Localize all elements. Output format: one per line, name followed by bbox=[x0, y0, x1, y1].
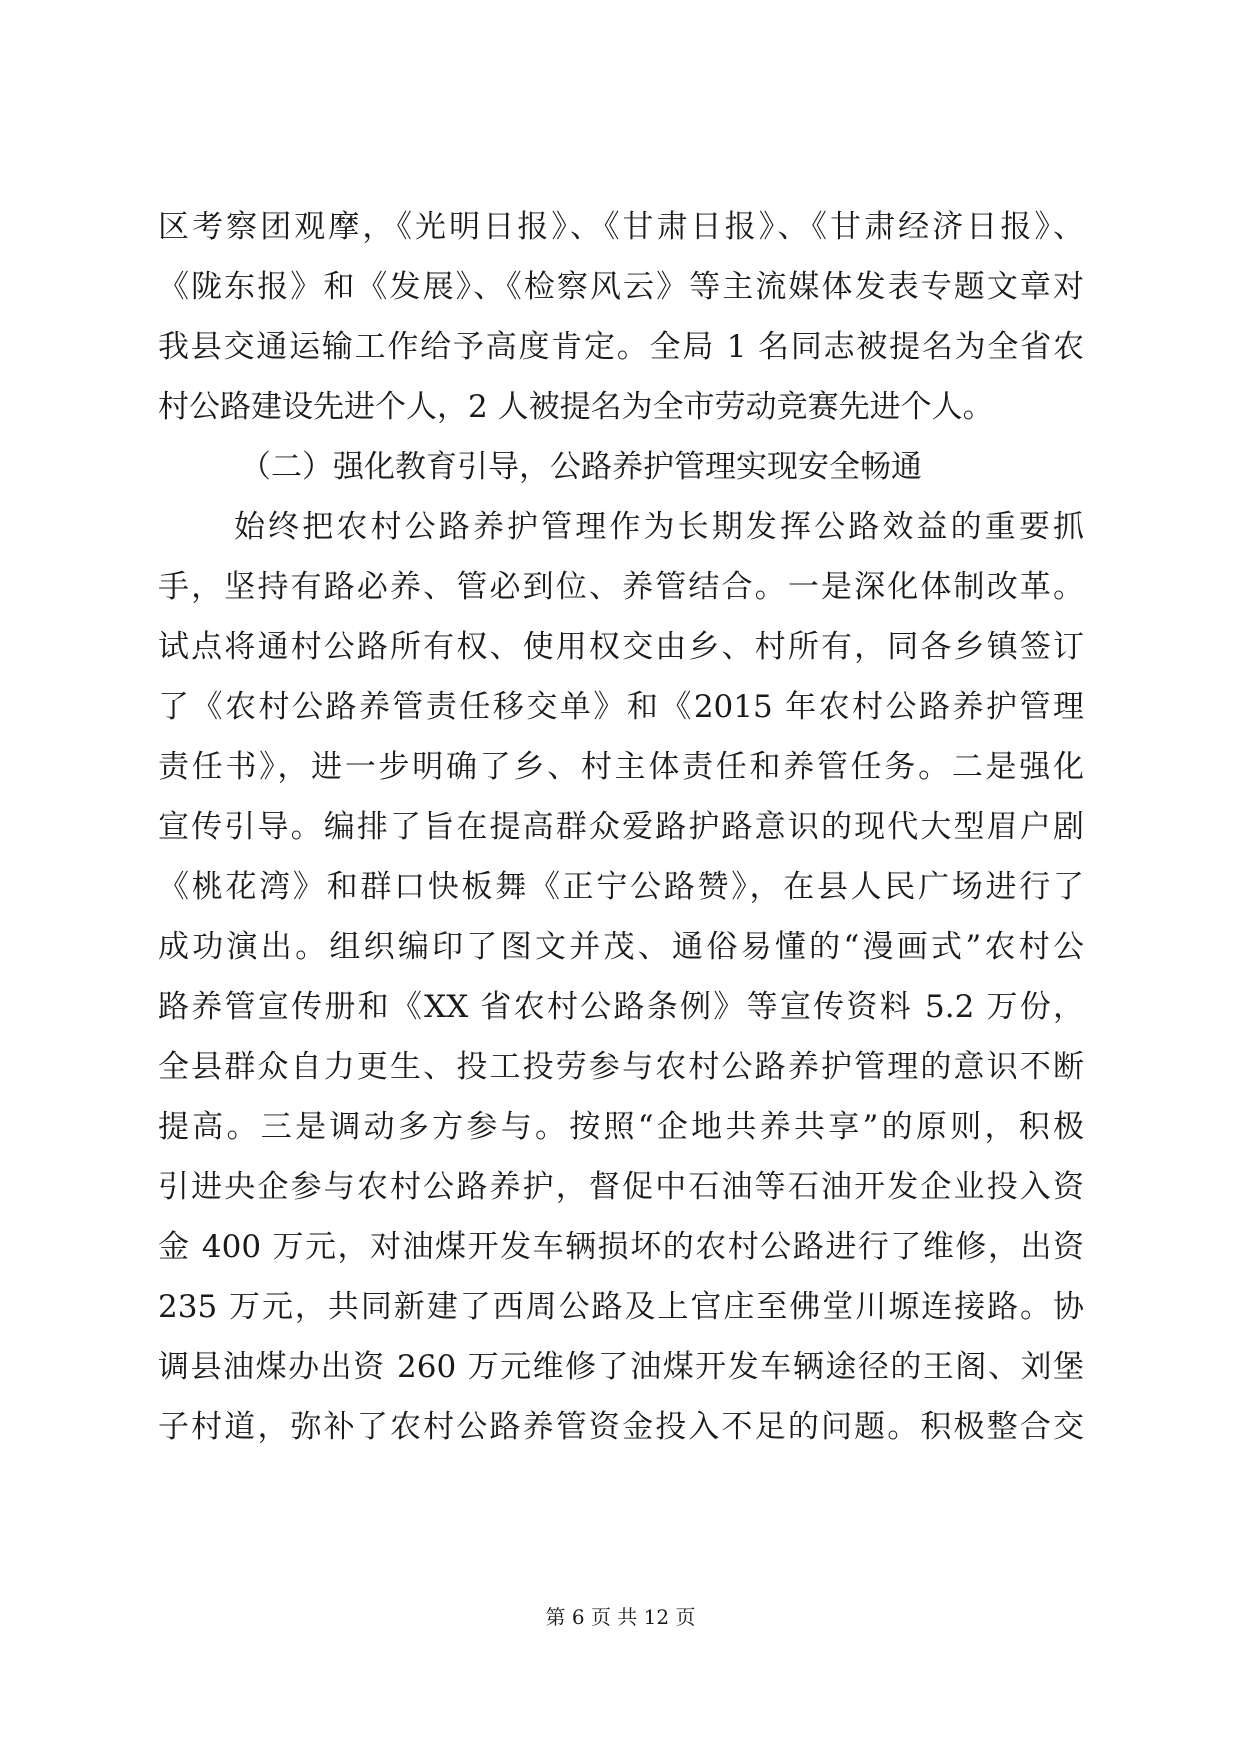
body-text-line: 我县交通运输工作给予高度肯定。全局 1 名同志被提名为全省农 bbox=[158, 329, 1084, 365]
body-text-line: 村公路建设先进个人，2 人被提名为全市劳动竞赛先进个人。 bbox=[158, 389, 994, 425]
body-text-line: 了《农村公路养管责任移交单》和《2015 年农村公路养护管理 bbox=[158, 689, 1084, 725]
body-text-line: 责任书》，进一步明确了乡、村主体责任和养管任务。二是强化 bbox=[158, 749, 1084, 785]
body-text-line: 金 400 万元，对油煤开发车辆损坏的农村公路进行了维修，出资 bbox=[158, 1229, 1084, 1265]
body-text-line: 调县油煤办出资 260 万元维修了油煤开发车辆途径的王阁、刘堡 bbox=[158, 1349, 1084, 1385]
body-text-line: 《陇东报》和《发展》、《检察风云》等主流媒体发表专题文章对 bbox=[158, 269, 1084, 305]
body-text-line: 试点将通村公路所有权、使用权交由乡、村所有，同各乡镇签订 bbox=[158, 629, 1084, 665]
paragraph-first-line: 始终把农村公路养护管理作为长期发挥公路效益的重要抓 bbox=[234, 509, 1084, 545]
body-text-line: 手，坚持有路必养、管必到位、养管结合。一是深化体制改革。 bbox=[158, 569, 1084, 605]
body-text-line: 全县群众自力更生、投工投劳参与农村公路养护管理的意识不断 bbox=[158, 1049, 1084, 1085]
page-number-footer: 第 6 页 共 12 页 bbox=[545, 1605, 696, 1629]
body-text-line: 区考察团观摩，《光明日报》、《甘肃日报》、《甘肃经济日报》、 bbox=[158, 209, 1084, 245]
body-text-line: 路养管宣传册和《XX 省农村公路条例》等宣传资料 5.2 万份， bbox=[158, 989, 1084, 1025]
body-text-line: 《桃花湾》和群口快板舞《正宁公路赞》，在县人民广场进行了 bbox=[158, 869, 1084, 905]
body-text-line: 引进央企参与农村公路养护，督促中石油等石油开发企业投入资 bbox=[158, 1169, 1084, 1205]
body-text-line: 宣传引导。编排了旨在提高群众爱路护路意识的现代大型眉户剧 bbox=[158, 809, 1084, 845]
body-text-line: 提高。三是调动多方参与。按照“企地共养共享”的原则，积极 bbox=[158, 1109, 1084, 1145]
body-text-line: 子村道，弥补了农村公路养管资金投入不足的问题。积极整合交 bbox=[158, 1409, 1084, 1445]
section-heading: （二）强化教育引导，公路养护管理实现安全畅通 bbox=[240, 449, 922, 485]
body-text-line: 235 万元，共同新建了西周公路及上官庄至佛堂川塬连接路。协 bbox=[158, 1289, 1084, 1325]
body-text-line: 成功演出。组织编印了图文并茂、通俗易懂的“漫画式”农村公 bbox=[158, 929, 1084, 965]
